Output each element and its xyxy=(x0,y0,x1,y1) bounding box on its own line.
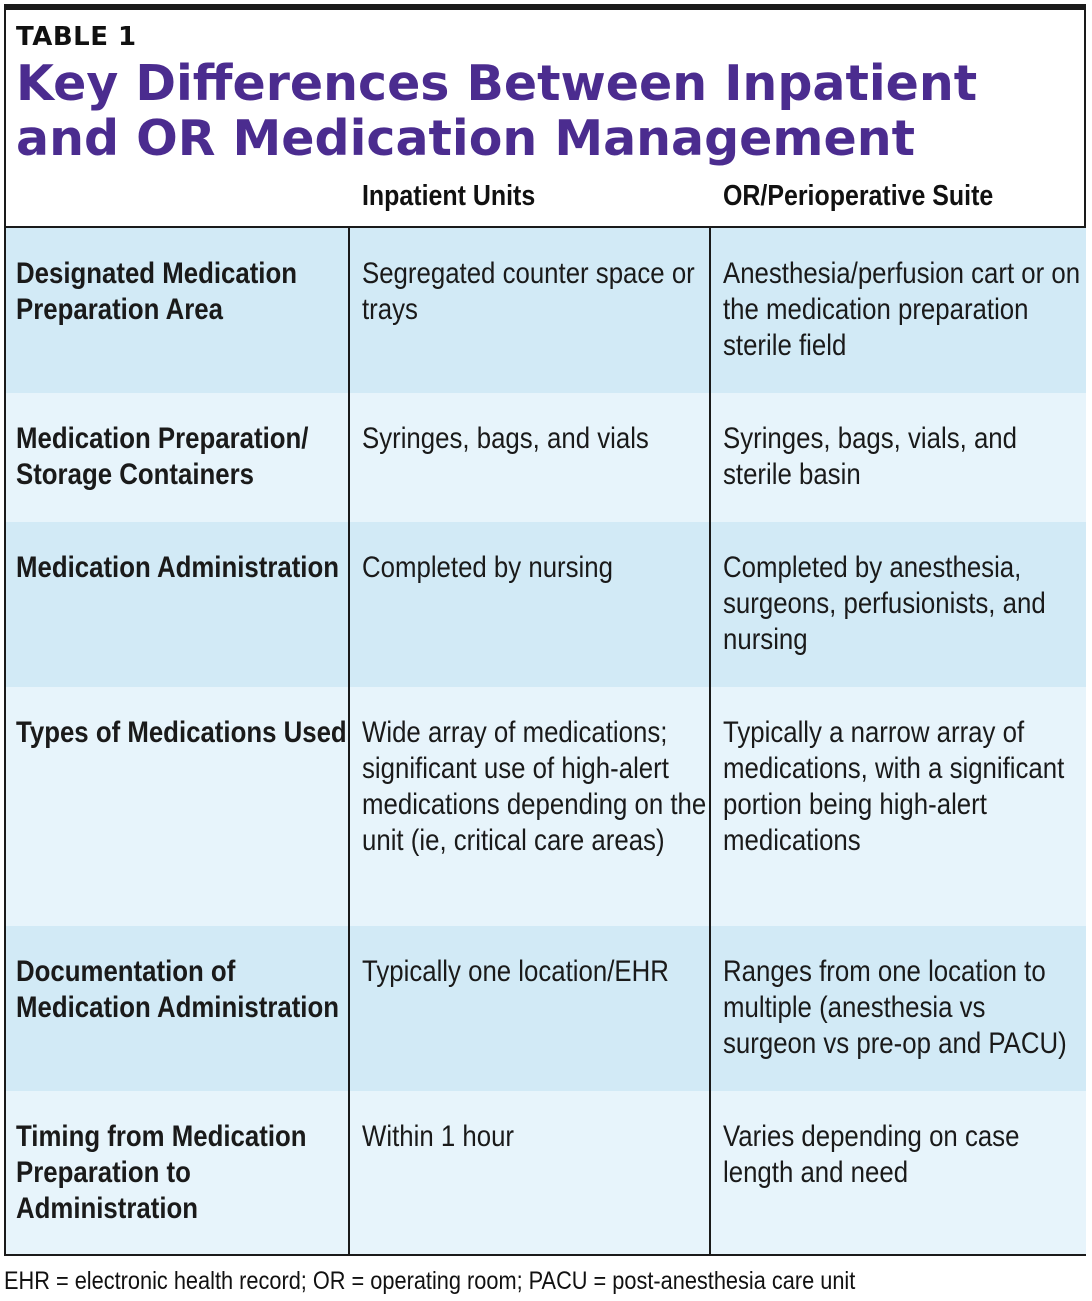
or-value: Varies depending on case length and need xyxy=(723,1120,1020,1189)
or-value: Ranges from one location to multiple (anesthesia vs surgeon vs pre-op and PACU) xyxy=(723,955,1067,1060)
row-label: Designated Medication Preparation Area xyxy=(16,257,297,326)
inpatient-value: Wide array of medications; significant use of high-alert medications depending on the unit (ie, critical care areas) xyxy=(362,716,707,857)
table-row xyxy=(6,926,1086,1091)
row-label-cell xyxy=(16,393,349,522)
row-label-cell xyxy=(16,228,349,393)
table-title: Key Differences Between Inpatient and OR Medication Management xyxy=(16,55,978,167)
inpatient-cell xyxy=(362,393,712,522)
row-label-cell xyxy=(16,926,349,1091)
column-divider xyxy=(709,228,711,1256)
row-label-cell xyxy=(16,687,349,926)
inpatient-cell xyxy=(362,687,712,926)
inpatient-cell xyxy=(362,926,712,1091)
row-label-cell xyxy=(16,1091,349,1254)
or-value: Completed by anesthesia, surgeons, perfusionists, and nursing xyxy=(723,551,1046,656)
or-cell xyxy=(723,687,1085,926)
inpatient-value: Syringes, bags, and vials xyxy=(362,422,649,455)
table-row xyxy=(6,393,1086,522)
column-header-or: OR/Perioperative Suite xyxy=(723,180,994,212)
row-label: Timing from Medication Preparation to Administration xyxy=(16,1120,307,1225)
table-row xyxy=(6,687,1086,926)
row-label: Types of Medications Used xyxy=(16,716,347,749)
inpatient-cell xyxy=(362,522,712,687)
table-row xyxy=(6,522,1086,687)
inpatient-value: Completed by nursing xyxy=(362,551,613,584)
column-divider xyxy=(348,228,350,1256)
row-label: Documentation of Medication Administration xyxy=(16,955,339,1024)
row-label-cell xyxy=(16,522,349,687)
column-header-inpatient: Inpatient Units xyxy=(362,180,536,212)
or-value: Typically a narrow array of medications, with a significant portion being high-alert medications xyxy=(723,716,1065,857)
table-footnote: EHR = electronic health record; OR = operating room; PACU = post-anesthesia care unit xyxy=(4,1267,856,1295)
or-cell xyxy=(723,228,1085,393)
or-cell xyxy=(723,393,1085,522)
table-row xyxy=(6,1091,1086,1254)
inpatient-value: Within 1 hour xyxy=(362,1120,515,1153)
or-cell xyxy=(723,522,1085,687)
table-number-label: TABLE 1 xyxy=(16,22,137,52)
or-value: Anesthesia/perfusion cart or on the medication preparation sterile field xyxy=(723,257,1081,362)
row-label: Medication Preparation/ Storage Containers xyxy=(16,422,309,491)
table-row xyxy=(6,228,1086,393)
or-value: Syringes, bags, vials, and sterile basin xyxy=(723,422,1017,491)
inpatient-cell xyxy=(362,228,712,393)
inpatient-value: Segregated counter space or trays xyxy=(362,257,695,326)
inpatient-cell xyxy=(362,1091,712,1254)
row-label: Medication Administration xyxy=(16,551,339,584)
or-cell xyxy=(723,926,1085,1091)
inpatient-value: Typically one location/EHR xyxy=(362,955,669,988)
or-cell xyxy=(723,1091,1085,1254)
